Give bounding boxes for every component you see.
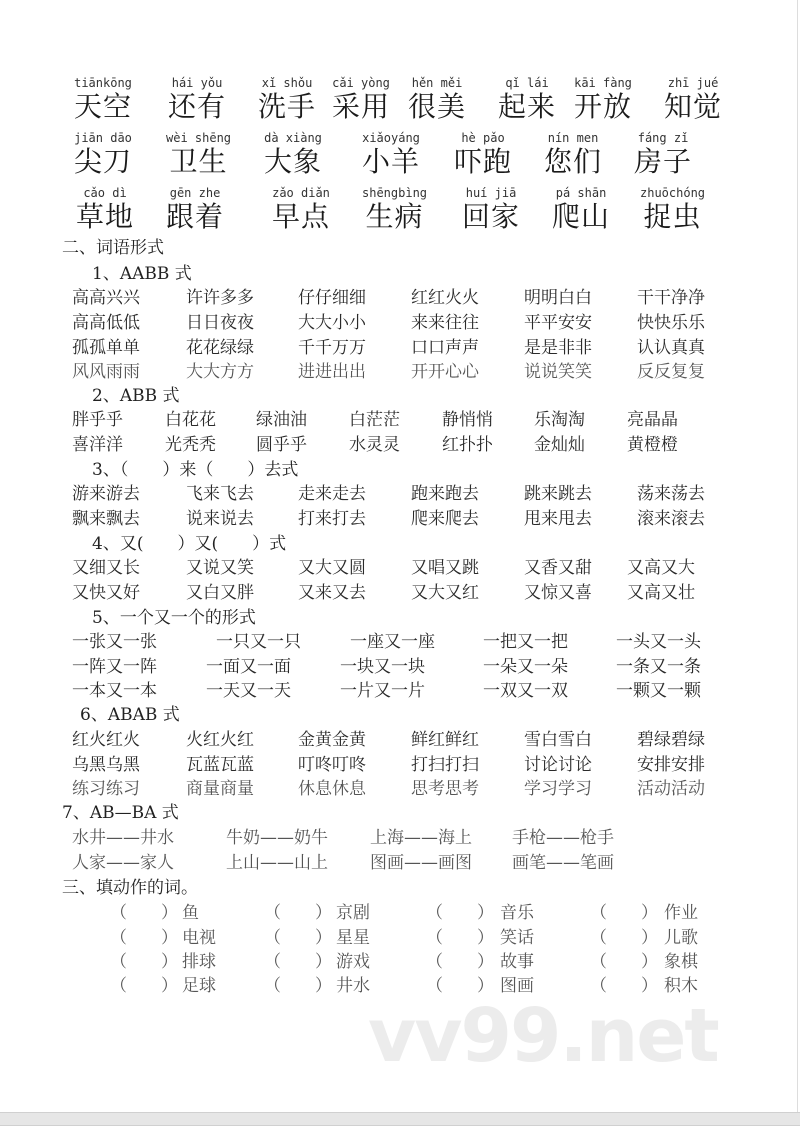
pinyin-word — [574, 76, 632, 124]
section-heading: 三、填动作的词。 — [62, 878, 198, 898]
word: 一朵又一朵 — [483, 657, 568, 677]
word: 又大又圆 — [298, 558, 366, 578]
word: 飞来飞去 — [186, 484, 254, 504]
word: 乐淘淘 — [534, 410, 585, 430]
hanzi: 还有 — [168, 90, 227, 123]
fill-blank[interactable]: （ ） — [426, 928, 494, 948]
word: 又白又胖 — [186, 583, 254, 603]
hanzi: 房子 — [634, 145, 693, 178]
word: 平平安安 — [524, 313, 592, 333]
hanzi: 起来 — [498, 90, 557, 123]
fill-blank[interactable]: （ ） — [590, 903, 658, 923]
word: 碧绿碧绿 — [637, 730, 705, 750]
word: 一本又一本 — [72, 681, 157, 701]
word: 甩来甩去 — [524, 509, 592, 529]
pinyin-word — [168, 76, 226, 124]
pinyin: jiān dāo — [74, 131, 132, 145]
word: 又大又红 — [411, 583, 479, 603]
word: 红火红火 — [72, 730, 140, 750]
subsection-heading: 7、AB—BA 式 — [62, 803, 179, 823]
word: 爬来爬去 — [411, 509, 479, 529]
hanzi: 大象 — [264, 145, 323, 178]
pinyin: tiānkōng — [74, 76, 132, 90]
word: 一块又一块 — [340, 657, 425, 677]
word: 水井——井水 — [72, 828, 174, 848]
pinyin-word — [640, 186, 705, 234]
fill-blank[interactable]: （ ） — [426, 903, 494, 923]
pinyin-word — [634, 131, 692, 179]
word: 说来说去 — [186, 509, 254, 529]
fill-blank[interactable]: （ ） — [264, 952, 332, 972]
pinyin-word — [454, 131, 512, 179]
pinyin-word — [552, 186, 610, 234]
pinyin: pá shān — [555, 186, 607, 200]
word: 花花绿绿 — [186, 338, 254, 358]
pinyin: huí jiā — [465, 186, 517, 200]
hanzi: 草地 — [76, 200, 135, 233]
word: 飘来飘去 — [72, 509, 140, 529]
word: 笑话 — [500, 928, 534, 948]
fill-blank[interactable]: （ ） — [110, 928, 178, 948]
pinyin-word — [462, 186, 520, 234]
word: 黄橙橙 — [627, 435, 678, 455]
word: 跑来跑去 — [411, 484, 479, 504]
word: 开开心心 — [411, 362, 479, 382]
word: 光秃秃 — [165, 435, 216, 455]
word: 一头又一头 — [616, 632, 701, 652]
word: 鲜红鲜红 — [411, 730, 479, 750]
word: 荡来荡去 — [637, 484, 705, 504]
pinyin: xǐ shǒu — [261, 76, 313, 90]
word: 白花花 — [165, 410, 216, 430]
word: 一张又一张 — [72, 632, 157, 652]
subsection-heading: 4、又( ）又( ）式 — [92, 534, 287, 554]
word: 一只又一只 — [216, 632, 301, 652]
pinyin-word — [76, 186, 134, 234]
pinyin-word — [264, 131, 322, 179]
word: 说说笑笑 — [524, 362, 592, 382]
fill-blank[interactable]: （ ） — [264, 928, 332, 948]
pinyin: wèi shēng — [166, 131, 232, 145]
word: 图画 — [500, 976, 534, 996]
fill-blank[interactable]: （ ） — [426, 976, 494, 996]
word: 喜洋洋 — [72, 435, 123, 455]
word: 滚来滚去 — [637, 509, 705, 529]
fill-blank[interactable]: （ ） — [110, 952, 178, 972]
word: 讨论讨论 — [524, 755, 592, 775]
word: 高高兴兴 — [72, 288, 140, 308]
pinyin: gēn zhe — [169, 186, 221, 200]
pinyin: hěn měi — [411, 76, 463, 90]
word: 白茫茫 — [349, 410, 400, 430]
word: 来来往往 — [411, 313, 479, 333]
fill-blank[interactable]: （ ） — [110, 903, 178, 923]
pinyin: cǎi yòng — [332, 76, 390, 90]
fill-blank[interactable]: （ ） — [590, 952, 658, 972]
word: 金黄金黄 — [298, 730, 366, 750]
word: 活动活动 — [637, 779, 705, 799]
hanzi: 很美 — [408, 90, 467, 123]
word: 思考思考 — [411, 779, 479, 799]
hanzi: 早点 — [272, 200, 331, 233]
word: 孤孤单单 — [72, 338, 140, 358]
word: 走来走去 — [298, 484, 366, 504]
word: 亮晶晶 — [627, 410, 678, 430]
word: 一座又一座 — [350, 632, 435, 652]
subsection-heading: 6、ABAB 式 — [80, 705, 180, 725]
word: 游戏 — [336, 952, 370, 972]
word: 大大方方 — [186, 362, 254, 382]
word: 一片又一片 — [340, 681, 425, 701]
word: 金灿灿 — [534, 435, 585, 455]
word: 象棋 — [664, 952, 698, 972]
pinyin: nín men — [547, 131, 599, 145]
word: 又说又笑 — [186, 558, 254, 578]
word: 认认真真 — [637, 338, 705, 358]
word: 千千万万 — [298, 338, 366, 358]
word: 故事 — [500, 952, 534, 972]
hanzi: 采用 — [332, 90, 391, 123]
fill-blank[interactable]: （ ） — [264, 903, 332, 923]
pinyin: fáng zǐ — [637, 131, 689, 145]
word: 一面又一面 — [206, 657, 291, 677]
word: 风风雨雨 — [72, 362, 140, 382]
word: 上海——海上 — [370, 828, 472, 848]
hanzi: 您们 — [544, 145, 603, 178]
word: 瓦蓝瓦蓝 — [186, 755, 254, 775]
fill-blank[interactable]: （ ） — [426, 952, 494, 972]
word: 水灵灵 — [349, 435, 400, 455]
fill-blank[interactable]: （ ） — [110, 976, 178, 996]
word: 又来又去 — [298, 583, 366, 603]
pinyin-word — [362, 186, 427, 234]
word: 是是非非 — [524, 338, 592, 358]
pinyin: dà xiàng — [264, 131, 322, 145]
hanzi: 跟着 — [166, 200, 225, 233]
word: 儿歌 — [664, 928, 698, 948]
word: 京剧 — [336, 903, 370, 923]
word: 一颗又一颗 — [616, 681, 701, 701]
word: 又高又大 — [627, 558, 695, 578]
pinyin: zhuōchóng — [640, 186, 706, 200]
word: 红扑扑 — [442, 435, 493, 455]
word: 一条又一条 — [616, 657, 701, 677]
pinyin: hè pǎo — [461, 131, 505, 145]
page-separator — [0, 1112, 800, 1126]
pinyin-word — [332, 76, 390, 124]
word: 休息休息 — [298, 779, 366, 799]
pinyin-word — [498, 76, 556, 124]
pinyin-word — [664, 76, 722, 124]
fill-blank[interactable]: （ ） — [590, 976, 658, 996]
word: 又高又壮 — [627, 583, 695, 603]
pinyin-row-2 — [0, 131, 800, 187]
hanzi: 卫生 — [169, 145, 228, 178]
word: 打扫打扫 — [411, 755, 479, 775]
word: 星星 — [336, 928, 370, 948]
word: 日日夜夜 — [186, 313, 254, 333]
word: 一双又一双 — [483, 681, 568, 701]
word: 绿油油 — [256, 410, 307, 430]
word: 手枪——枪手 — [512, 828, 614, 848]
word: 又惊又喜 — [524, 583, 592, 603]
word: 跳来跳去 — [524, 484, 592, 504]
hanzi: 爬山 — [552, 200, 611, 233]
pinyin-word — [362, 131, 420, 179]
pinyin-word — [272, 186, 330, 234]
word: 静悄悄 — [442, 410, 493, 430]
hanzi: 洗手 — [258, 90, 317, 123]
pinyin: xiǎoyáng — [362, 131, 420, 145]
word: 练习练习 — [72, 779, 140, 799]
word: 乌黑乌黑 — [72, 755, 140, 775]
word: 牛奶——奶牛 — [226, 828, 328, 848]
word: 明明白白 — [524, 288, 592, 308]
word: 电视 — [182, 928, 216, 948]
word: 圆乎乎 — [256, 435, 307, 455]
word: 干干净净 — [637, 288, 705, 308]
pinyin-word — [258, 76, 316, 124]
pinyin: cǎo dì — [83, 186, 127, 200]
word: 商量商量 — [186, 779, 254, 799]
pinyin: zhī jué — [667, 76, 719, 90]
subsection-heading: 1、AABB 式 — [92, 264, 192, 284]
word: 大大小小 — [298, 313, 366, 333]
fill-blank[interactable]: （ ） — [590, 928, 658, 948]
pinyin: zǎo diǎn — [272, 186, 330, 200]
word: 足球 — [182, 976, 216, 996]
hanzi: 回家 — [462, 200, 521, 233]
word: 上山——山上 — [226, 853, 328, 873]
word: 口口声声 — [411, 338, 479, 358]
word: 进进出出 — [298, 362, 366, 382]
word: 积木 — [664, 976, 698, 996]
subsection-heading: 5、一个又一个的形式 — [92, 608, 256, 628]
pinyin-row-3 — [0, 186, 800, 242]
section-heading: 二、词语形式 — [62, 238, 164, 258]
pinyin-row-1 — [0, 76, 800, 132]
word: 又唱又跳 — [411, 558, 479, 578]
pinyin-word — [74, 76, 132, 124]
word: 一阵又一阵 — [72, 657, 157, 677]
word: 又细又长 — [72, 558, 140, 578]
word: 高高低低 — [72, 313, 140, 333]
word: 又快又好 — [72, 583, 140, 603]
pinyin-word — [166, 131, 231, 179]
word: 井水 — [336, 976, 370, 996]
word: 红红火火 — [411, 288, 479, 308]
word: 反反复复 — [637, 362, 705, 382]
word: 排球 — [182, 952, 216, 972]
word: 许许多多 — [186, 288, 254, 308]
word: 图画——画图 — [370, 853, 472, 873]
word: 打来打去 — [298, 509, 366, 529]
hanzi: 尖刀 — [74, 145, 133, 178]
pinyin-word — [408, 76, 466, 124]
subsection-heading: 3、（ ）来（ ）去式 — [92, 460, 299, 480]
fill-blank[interactable]: （ ） — [264, 976, 332, 996]
watermark: vv99.net — [368, 993, 718, 1079]
pinyin: hái yǒu — [171, 76, 223, 90]
pinyin-word — [74, 131, 132, 179]
word: 火红火红 — [186, 730, 254, 750]
hanzi: 捉虫 — [643, 200, 702, 233]
hanzi: 知觉 — [664, 90, 723, 123]
word: 叮咚叮咚 — [298, 755, 366, 775]
pinyin: shēngbìng — [362, 186, 428, 200]
hanzi: 生病 — [365, 200, 424, 233]
word: 学习学习 — [524, 779, 592, 799]
word: 人家——家人 — [72, 853, 174, 873]
pinyin-word — [544, 131, 602, 179]
hanzi: 吓跑 — [454, 145, 513, 178]
word: 又香又甜 — [524, 558, 592, 578]
word: 一把又一把 — [483, 632, 568, 652]
word: 鱼 — [182, 903, 199, 923]
word: 安排安排 — [637, 755, 705, 775]
pinyin: kāi fàng — [574, 76, 632, 90]
word: 雪白雪白 — [524, 730, 592, 750]
hanzi: 天空 — [74, 90, 133, 123]
word: 游来游去 — [72, 484, 140, 504]
word: 作业 — [664, 903, 698, 923]
word: 画笔——笔画 — [512, 853, 614, 873]
pinyin-word — [166, 186, 224, 234]
hanzi: 开放 — [574, 90, 633, 123]
subsection-heading: 2、ABB 式 — [92, 386, 180, 406]
word: 仔仔细细 — [298, 288, 366, 308]
pinyin: qǐ lái — [505, 76, 549, 90]
word: 快快乐乐 — [637, 313, 705, 333]
word: 胖乎乎 — [72, 410, 123, 430]
word: 一天又一天 — [206, 681, 291, 701]
word: 音乐 — [500, 903, 534, 923]
hanzi: 小羊 — [362, 145, 421, 178]
